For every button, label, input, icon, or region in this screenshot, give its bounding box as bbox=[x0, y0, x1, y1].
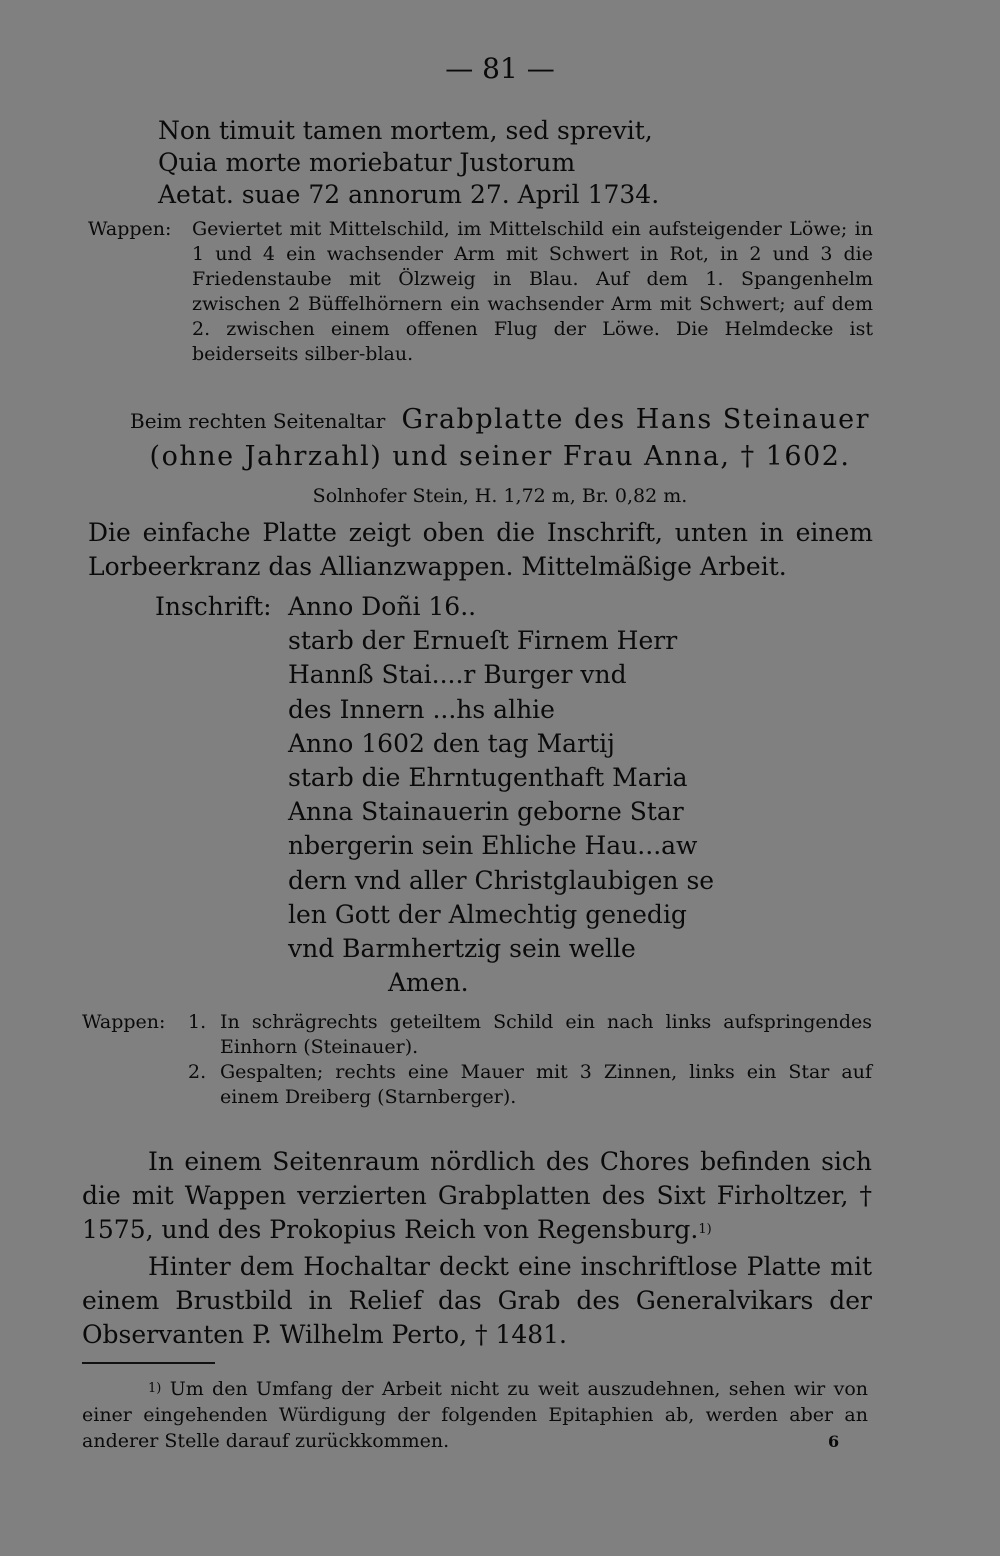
epitaph-line: Aetat. suae 72 annorum 27. April 1734. bbox=[158, 180, 660, 209]
paragraph-text: In einem Seitenraum nördlich des Chores befinden sich die mit Wappen verzierten Grabplatten des Sixt Firholtzer, † 1575, und des Prokopius Reich von Regensburg. bbox=[82, 1147, 872, 1244]
footnote-reference: 1) bbox=[698, 1222, 712, 1237]
section-heading bbox=[0, 402, 1000, 511]
high-altar-paragraph bbox=[82, 1250, 872, 1352]
paragraph-body bbox=[82, 1145, 872, 1247]
inscription-line: Anno 1602 den tag Martij bbox=[288, 728, 615, 758]
coat-of-arms-list bbox=[82, 1010, 872, 1110]
inscription-line: vnd Barmhertzig sein welle bbox=[288, 934, 636, 964]
paragraph-text: Hinter dem Hochaltar deckt eine inschriftlose Platte mit einem Brustbild in Relief das Grab des Generalvikars der Observanten P. Wilhelm Perto, † 1481. bbox=[82, 1252, 872, 1349]
page-number: — 81 — bbox=[445, 52, 555, 85]
wappen-item bbox=[188, 1060, 872, 1110]
heading-line-1 bbox=[0, 402, 1000, 439]
footnote bbox=[82, 1376, 868, 1454]
inscription-line: dern vnd aller Christglaubigen se bbox=[288, 865, 715, 895]
footnote-text: Um den Umfang der Arbeit nicht zu weit auszudehnen, sehen wir von einer eingehenden Würdigung der folgenden Epitaphien ab, werden aber an anderer Stelle darauf zurückkommen. bbox=[82, 1378, 869, 1452]
side-room-paragraph bbox=[82, 1145, 872, 1247]
heading-location: Beim rechten Seitenaltar bbox=[130, 409, 386, 433]
wappen-item-text: In schrägrechts geteiltem Schild ein nach links aufspringendes Einhorn (Steinauer). bbox=[220, 1011, 872, 1058]
inscription-line: des Innern ...hs alhie bbox=[288, 694, 555, 724]
epitaph-line: Non timuit tamen mortem, sed sprevit, bbox=[158, 116, 653, 145]
inscription-line: nbergerin sein Ehliche Hau...aw bbox=[288, 831, 698, 861]
inscription-line: Anna Stainauerin geborne Star bbox=[288, 797, 684, 827]
heading-line-2: (ohne Jahrzahl) und seiner Frau Anna, † 1602. bbox=[149, 441, 851, 472]
inscription-line: Anno Doñi 16.. bbox=[288, 592, 477, 621]
coat-of-arms-description bbox=[88, 217, 873, 367]
inscription-closing: Amen. bbox=[388, 968, 469, 998]
footnote-divider bbox=[82, 1362, 215, 1364]
inscription-line: len Gott der Almechtig genedig bbox=[288, 899, 687, 929]
description-paragraph: Die einfache Platte zeigt oben die Inschrift, unten in einem Lorbeerkranz das Allianzwappen. Mittelmäßige Arbeit. bbox=[88, 518, 873, 581]
footnote-body bbox=[82, 1376, 868, 1454]
wappen-item-number: 1. bbox=[188, 1011, 207, 1033]
inscription-text bbox=[288, 590, 714, 1000]
wappen-text: Geviertet mit Mittelschild, im Mittelschild ein aufsteigender Löwe; in 1 und 4 ein wachsender Arm mit Schwert in Rot, in 2 und 3 die Friedenstaube mit Ölzweig in Blau. Auf dem 1. Spangenhelm zwischen 2 Büffelhörnern ein wachsender Arm mit Schwert; auf dem 2. zwischen einem offenen Flug der Löwe. Die Helmdecke ist beiderseits silber-blau. bbox=[192, 218, 873, 365]
footnote-marker: 1) bbox=[148, 1381, 162, 1396]
signature-mark: 6 bbox=[828, 1432, 840, 1451]
inscription-label: Inschrift: bbox=[155, 592, 272, 621]
epitaph-line: Quia morte moriebatur Justorum bbox=[158, 148, 576, 177]
heading-title: Grabplatte des Hans Steinauer bbox=[401, 404, 870, 435]
heading-dimensions: Solnhofer Stein, H. 1,72 m, Br. 0,82 m. bbox=[312, 485, 688, 507]
inscription-line: Hannß Stai....r Burger vnd bbox=[288, 660, 627, 690]
wappen-item-number: 2. bbox=[188, 1061, 207, 1083]
wappen-items bbox=[188, 1010, 872, 1110]
wappen-item bbox=[188, 1010, 872, 1060]
wappen-label: Wappen: bbox=[82, 1011, 166, 1033]
wappen-label: Wappen: bbox=[88, 218, 172, 240]
wappen-item-text: Gespalten; rechts eine Mauer mit 3 Zinnen, links ein Star auf einem Dreiberg (Starnberger). bbox=[220, 1061, 872, 1108]
epitaph-text bbox=[158, 115, 659, 211]
inscription-line: starb die Ehrntugenthaft Maria bbox=[288, 763, 688, 793]
inscription-line: starb der Ernueſt Firnem Herr bbox=[288, 626, 678, 656]
